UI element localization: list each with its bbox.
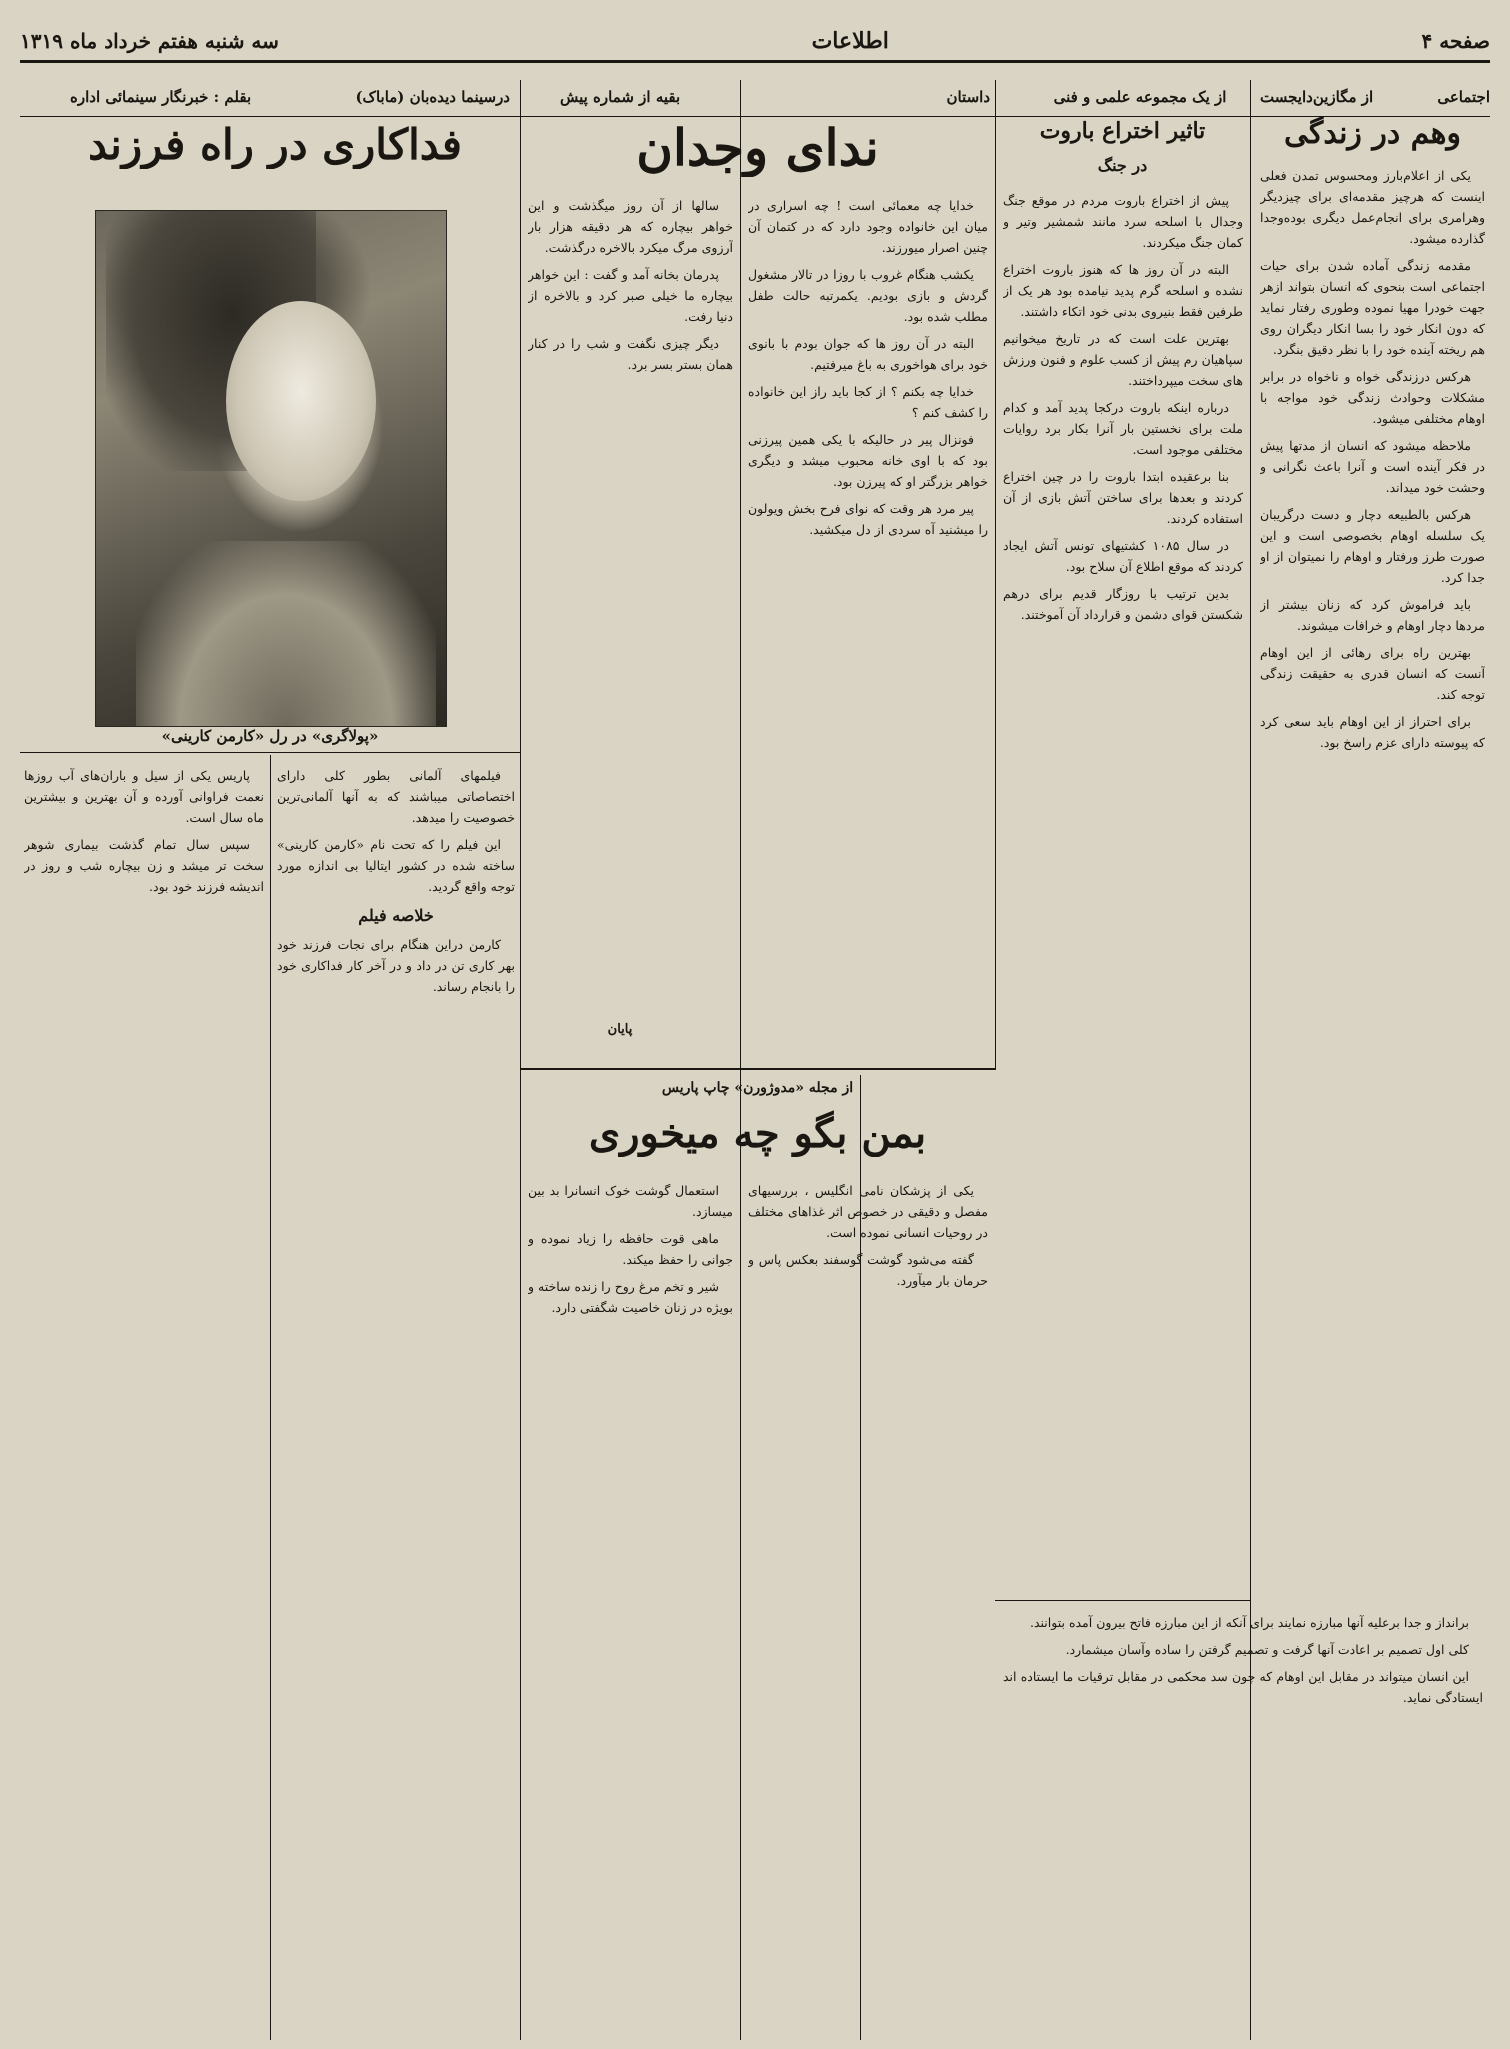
section-labels-story [560, 80, 990, 114]
photo-face-shape [226, 301, 376, 501]
paragraph: بنا برعقیده ابتدا باروت را در چین اختراع کردند و بعدها برای ساختن آتش بازی از آن استفاده کردند. [1003, 469, 1243, 526]
paragraph: استعمال گوشت خوک انسانرا بد بین میسازد. [528, 1183, 733, 1219]
paragraph: بهترین راه برای رهائی از این اوهام آنست که انسان قدری به حقیقت زندگی توجه کند. [1260, 645, 1485, 702]
paragraph: کارمن دراین هنگام برای نجات فرزند خود بهر کاری تن در داد و در آخر کار فداکاری خود را بانجام رساند. [277, 937, 515, 994]
section-social-source: از مگازین‌دایجست [1260, 88, 1374, 106]
paragraph: گفته می‌شود گوشت گوسفند بعکس پاس و حرمان بار میآورد. [748, 1252, 988, 1288]
section-story: داستان [946, 88, 990, 106]
paragraph: بدین ترتیب با روزگار قدیم برای درهم شکستن قوای دشمن و قرارداد آن آموختند. [1003, 586, 1243, 622]
conscience-body-right [748, 195, 988, 1055]
conscience-ending: پایان [607, 1022, 633, 1037]
photo-caption: «پولاگری» در رل «کارمن کارینی» [161, 727, 379, 745]
paragraph: ماهی قوت حافظه را زیاد نموده و جوانی را حفظ میکند. [528, 1231, 733, 1267]
paper-name: اطلاعات [811, 28, 889, 54]
section-cinema: درسینما دیده‌بان (ماباک) [355, 88, 510, 106]
paragraph: سپس سال تمام گذشت بیماری شوهر سخت تر میشد و زن بیچاره شب و روز در اندیشه فرزند خود بود. [24, 837, 264, 894]
paragraph: ملاحظه میشود که انسان از مدتها پیش در فکر آینده است و آنرا باعث نگرانی و وحشت خود میداند. [1260, 438, 1485, 495]
paragraph: فیلمهای آلمانی بطور کلی دارای اختصاصاتی میباشند که به آنها آلمانی‌ترین خصوصیت را میدهد. [277, 768, 515, 825]
actress-photo [95, 210, 447, 727]
conscience-title: ندای وجدان [636, 118, 879, 177]
section-byline: بقلم : خبرنگار سینمائی اداره [70, 88, 252, 106]
page-number: صفحه ۴ [1421, 29, 1490, 53]
sacrifice-body-right [277, 765, 515, 2040]
paragraph: درباره اینکه باروت درکجا پدید آمد و کدام ملت برای نخستین بار آنرا بکار برد روایات مختلفی موجود است. [1003, 400, 1243, 457]
paragraph: البته در آن روز ها که هنوز باروت اختراع نشده و اسلحه گرم پدید نیامده بود هر یک از طرفین فقط بنیروی بدنی خود اتکاء داشتند. [1003, 262, 1243, 319]
paragraph: بهترین علت است که در تاریخ میخوانیم سپاهیان رم پیش از کسب علوم و فنون ورزش های سخت میپرداختند. [1003, 331, 1243, 388]
food-source: از مجله «مدوژورن» چاپ پاریس [661, 1080, 854, 1096]
paragraph: یکی از اعلام‌بارز ومحسوس تمدن فعلی اینست که هرچیز مقدمه‌ای برای چیزدیگر وهرامری برای انجام‌عمل دیگری بوده‌وجدا گذارده میشود. [1260, 168, 1485, 246]
food-body-right [748, 1180, 988, 2040]
gunpowder-title: تاثیر اختراع باروت [1039, 118, 1206, 144]
section-label-collection [1045, 80, 1235, 114]
page-header [20, 22, 1490, 63]
paragraph: خدایا چه معمائی است ! چه اسراری در میان این خانواده وجود دارد که در کتمان آن چنین اصرار میورزند. [748, 198, 988, 255]
paragraph: سالها از آن روز میگذشت و این خواهر بیچاره که هر دقیقه هزار بار آرزوی مرگ میکرد بالاخره درگذشت. [528, 198, 733, 255]
illusion-body [1260, 165, 1485, 1605]
issue-date: سه شنبه هفتم خرداد ماه ۱۳۱۹ [20, 29, 279, 53]
paragraph: خدایا چه بکنم ؟ از کجا باید راز این خانواده را کشف کنم ؟ [748, 384, 988, 420]
sacrifice-title: فداکاری در راه فرزند [88, 120, 462, 169]
paragraph: شیر و تخم مرغ روح را زنده ساخته و بویژه در زنان خاصیت شگفتی دارد. [528, 1279, 733, 1315]
caption-rule [20, 752, 520, 753]
paragraph: پاریس یکی از سیل و باران‌های آب روزها نعمت فراوانی آورده و آن بهترین و بیشترین ماه سال است. [24, 768, 264, 825]
col-rule-4 [520, 80, 521, 2040]
col-rule-2 [995, 80, 996, 1070]
gunpowder-body [1003, 190, 1243, 1580]
paragraph: البته در آن روز ها که جوان بودم با بانوی خود برای هواخوری به باغ میرفتیم. [748, 336, 988, 372]
col-rule-3 [740, 80, 741, 2040]
col-rule-5 [270, 755, 271, 2040]
paragraph: فونزال پیر در حالیکه با یکی همین پیرزنی بود که با اوی خانه محبوب میشد و دیگری خواهر بزرگتر او که پیرزن بود. [748, 432, 988, 489]
section-continued: بقیه از شماره پیش [560, 88, 681, 106]
paragraph: پدرمان بخانه آمد و گفت : این خواهر بیچاره ما خیلی صبر کرد و بالاخره از دنیا رفت. [528, 267, 733, 324]
right-bottom-body [1003, 1612, 1483, 2037]
gunpowder-subtitle: در جنگ [1097, 156, 1148, 175]
right-bottom-rule [995, 1600, 1250, 1601]
food-top-rule [520, 1068, 995, 1070]
paragraph: باید فراموش کرد که زنان بیشتر از مردها دچار اوهام و خرافات میشوند. [1260, 597, 1485, 633]
paragraph: یکی از پزشکان نامی انگلیس ، بررسیهای مفصل و دقیقی در خصوص اثر غذاهای مختلف در روحیات انسانی نموده است. [748, 1183, 988, 1240]
paragraph: دیگر چیزی نگفت و شب را در کنار همان بستر بسر برد. [528, 336, 733, 372]
photo-shoulder-shape [136, 541, 436, 726]
paragraph: در سال ۱۰۸۵ کشتیهای تونس آتش ایجاد کردند که موقع اطلاع آن سلاح بود. [1003, 538, 1243, 574]
section-social: اجتماعی [1437, 88, 1490, 106]
paragraph: هرکس درزندگی خواه و ناخواه در برابر مشکلات وحوادث زندگی خود مواجه با اوهام مختلفی میشود. [1260, 369, 1485, 426]
paragraph: مقدمه زندگی آماده شدن برای حیات اجتماعی است بنحوی که انسان بتواند ازهر جهت خودرا مهیا نموده وطوری رفتار نماید که دون انکار خود را بسا انکار دیگران روی هم ریخته آینده خود را با نظر دقیق بنگرد. [1260, 258, 1485, 357]
paragraph: یکشب هنگام غروب با روزا در تالار مشغول گردش و بازی بودیم. یکمرتبه حالت طفل مطلب شده بود. [748, 267, 988, 324]
section-labels-cinema [70, 80, 510, 114]
food-body-left [528, 1180, 733, 2040]
sacrifice-body-left [24, 765, 264, 2040]
paragraph: هرکس بالطبیعه دچار و دست درگریبان یک سلسله اوهام بخصوصی است و این صورت طرز ورفتار و اوهام را نمیتوان از او جدا کرد. [1260, 507, 1485, 585]
paragraph: کلی اول تصمیم بر اعادت آنها گرفت و تصمیم گرفتن را ساده وآسان میشمارد. [1065, 1642, 1469, 1657]
paragraph: این فیلم را که تحت نام «کارمن کارینی» ساخته شده در کشور ایتالیا بی اندازه مورد توجه واقع گردید. [277, 837, 515, 894]
film-summary-label: خلاصه فیلم [358, 906, 434, 925]
section-labels-right [1260, 80, 1490, 114]
section-collection: از یک مجموعه علمی و فنی [1053, 88, 1227, 106]
paragraph: برای احتراز از این اوهام باید سعی کرد که پیوسته دارای عزم راسخ بود. [1260, 714, 1485, 750]
paragraph: پیش از اختراع باروت مردم در موقع جنگ وجدال با اسلحه سرد مانند شمشیر وتیر و کمان جنگ میکردند. [1003, 193, 1243, 250]
illusion-title: وهم در زندگی [1284, 116, 1461, 151]
food-title: بمن بگو چه میخوری [588, 1110, 927, 1157]
conscience-body-left [528, 195, 733, 1015]
paragraph: این انسان میتواند در مقابل این اوهام که چون سد محکمی در مقابل ترقیات ما ایستاده اند ایستادگی نماید. [1003, 1669, 1483, 1705]
paragraph: پیر مرد هر وقت که نوای فرح بخش ویولون را میشنید آه سردی از دل میکشید. [748, 501, 988, 537]
paragraph: برانداز و جدا برعلیه آنها مبارزه نمایند برای آنکه از این مبارزه فاتح بیرون آمده بتوانند. [1030, 1615, 1469, 1630]
